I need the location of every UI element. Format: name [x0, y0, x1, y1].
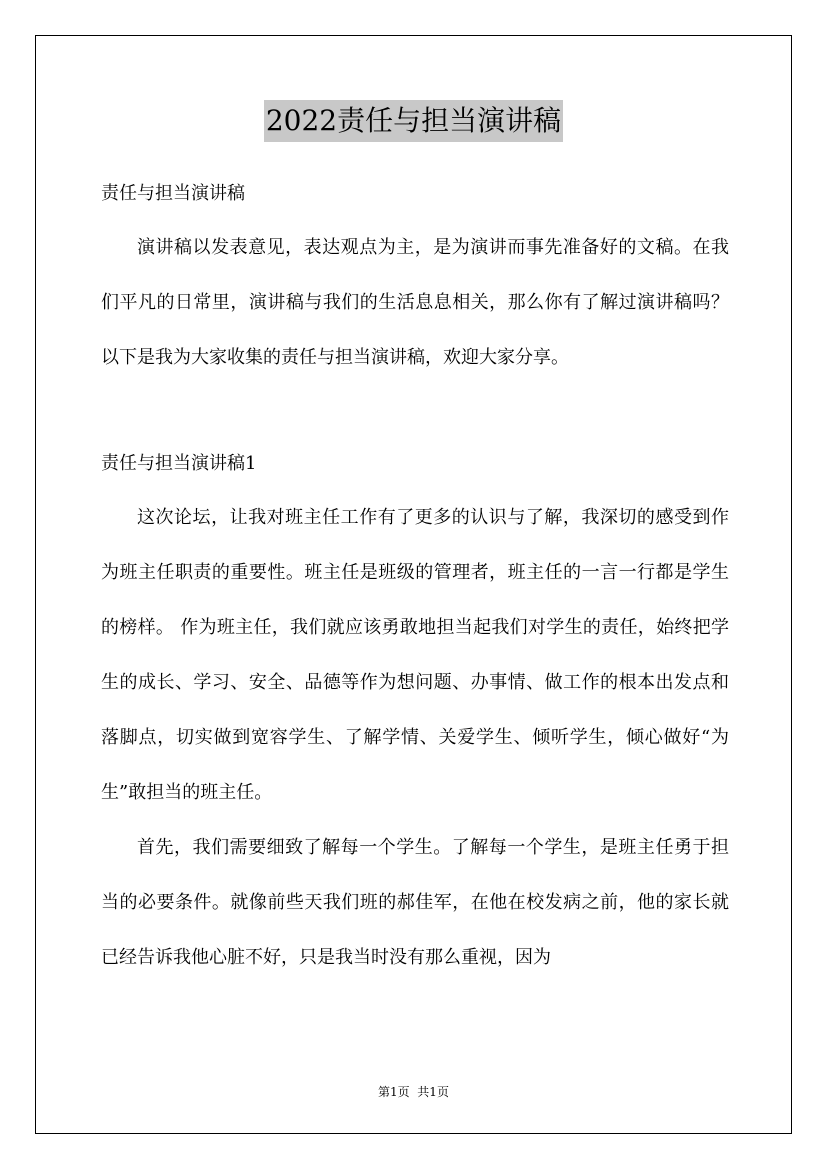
page-footer [0, 1083, 827, 1101]
section-heading: 责任与担当演讲稿1 [101, 453, 257, 474]
document-subtitle: 责任与担当演讲稿 [101, 183, 245, 204]
title-container [0, 100, 827, 142]
body-paragraph: 这次论坛，让我对班主任工作有了更多的认识与了解，我深切的感受到作为班主任职责的重要性。班主任是班级的管理者，班主任的一言一行都是学生的榜样。 作为班主任，我们就应该勇敢地担当起我们对学生的责任，始终把学生的成长、学习、安全、品德等作为想问题、办事情、做工作的根本出发点和落脚点，切实做到宽容学生、了解学情、关爱学生、倾听学生，倾心做好“为生”敢担当的班主任。 [101, 507, 729, 803]
body-paragraph: 首先，我们需要细致了解每一个学生。了解每一个学生，是班主任勇于担当的必要条件。就像前些天我们班的郝佳军，在他在校发病之前，他的家长就已经告诉我他心脏不好，只是我当时没有那么重视，因为 [101, 837, 729, 968]
intro-paragraph: 演讲稿以发表意见，表达观点为主，是为演讲而事先准备好的文稿。在我们平凡的日常里，演讲稿与我们的生活息息相关，那么你有了解过演讲稿吗？以下是我为大家收集的责任与担当演讲稿，欢迎大家分享。 [101, 237, 729, 368]
document-body [101, 168, 729, 985]
document-title: 2022责任与担当演讲稿 [264, 100, 563, 142]
page-number: 第1页 共1页 [378, 1085, 449, 1099]
section-spacer [101, 385, 729, 438]
